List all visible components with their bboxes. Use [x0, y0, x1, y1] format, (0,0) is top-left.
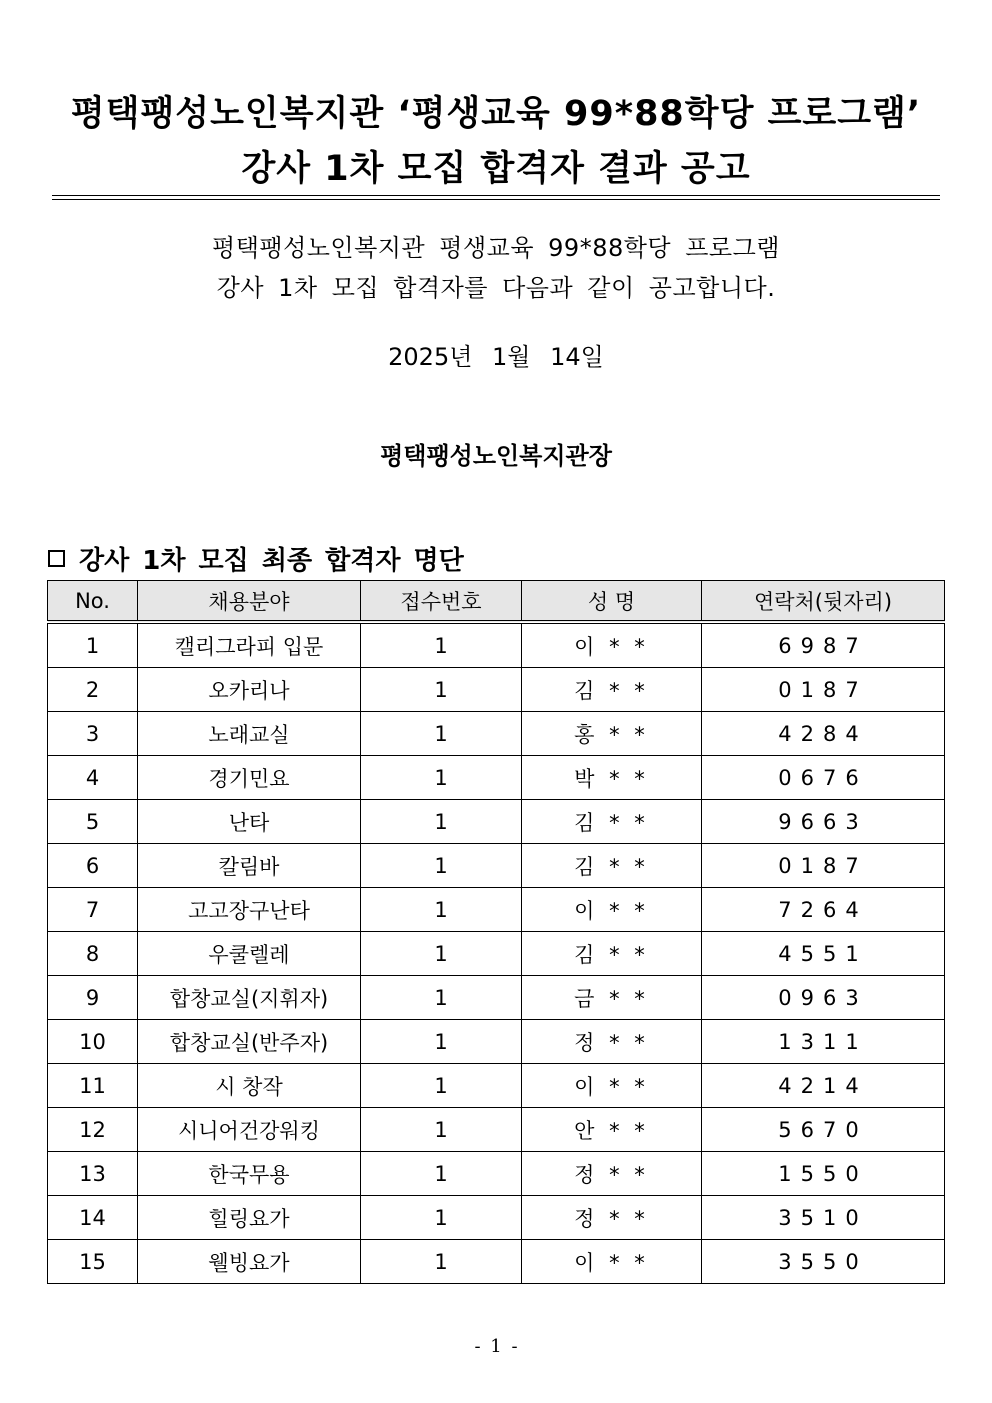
cell-receipt-number: 1 — [361, 622, 522, 668]
table-row — [48, 844, 945, 888]
cell-receipt-number: 1 — [361, 1240, 522, 1284]
cell-contact: 0676 — [702, 756, 945, 800]
cell-contact: 5670 — [702, 1108, 945, 1152]
cell-receipt-number: 1 — [361, 800, 522, 844]
cell-contact: 0963 — [702, 976, 945, 1020]
table-header-row — [48, 581, 945, 623]
cell-no: 14 — [48, 1196, 138, 1240]
cell-receipt-number: 1 — [361, 888, 522, 932]
table-row — [48, 1020, 945, 1064]
cell-name: 금 * * — [522, 976, 702, 1020]
cell-contact: 9663 — [702, 800, 945, 844]
table-row — [48, 668, 945, 712]
cell-no: 2 — [48, 668, 138, 712]
header-receipt-number: 접수번호 — [361, 581, 522, 623]
table-row — [48, 1152, 945, 1196]
cell-contact: 0187 — [702, 844, 945, 888]
cell-name: 이 * * — [522, 888, 702, 932]
table-row — [48, 1108, 945, 1152]
document-title-line-1: 평택팽성노인복지관 ‘평생교육 99*88학당 프로그램’ — [70, 94, 922, 134]
cell-contact: 7264 — [702, 888, 945, 932]
header-field: 채용분야 — [138, 581, 361, 623]
section-heading-text: 강사 1차 모집 최종 합격자 명단 — [79, 546, 464, 576]
cell-name: 홍 * * — [522, 712, 702, 756]
cell-field: 한국무용 — [138, 1152, 361, 1196]
cell-no: 9 — [48, 976, 138, 1020]
cell-receipt-number: 1 — [361, 932, 522, 976]
cell-name: 안 * * — [522, 1108, 702, 1152]
cell-no: 3 — [48, 712, 138, 756]
cell-name: 이 * * — [522, 1064, 702, 1108]
cell-field: 칼림바 — [138, 844, 361, 888]
cell-name: 김 * * — [522, 844, 702, 888]
cell-receipt-number: 1 — [361, 976, 522, 1020]
cell-name: 김 * * — [522, 668, 702, 712]
table-row — [48, 1196, 945, 1240]
title-divider-top — [52, 195, 940, 196]
document-title-line-2: 강사 1차 모집 합격자 결과 공고 — [241, 149, 751, 189]
cell-no: 10 — [48, 1020, 138, 1064]
cell-no: 7 — [48, 888, 138, 932]
cell-field: 오카리나 — [138, 668, 361, 712]
cell-no: 13 — [48, 1152, 138, 1196]
table-row — [48, 800, 945, 844]
cell-receipt-number: 1 — [361, 668, 522, 712]
header-name: 성 명 — [522, 581, 702, 623]
cell-contact: 3550 — [702, 1240, 945, 1284]
table-row — [48, 712, 945, 756]
cell-name: 이 * * — [522, 622, 702, 668]
announcement-date: 2025년 1월 14일 — [388, 343, 604, 371]
cell-no: 1 — [48, 622, 138, 668]
intro-line-1: 평택팽성노인복지관 평생교육 99*88학당 프로그램 — [212, 234, 780, 262]
table-body — [48, 622, 945, 1284]
header-contact: 연락처(뒷자리) — [702, 581, 945, 623]
cell-contact: 0187 — [702, 668, 945, 712]
cell-receipt-number: 1 — [361, 844, 522, 888]
cell-receipt-number: 1 — [361, 1064, 522, 1108]
issuer-name: 평택팽성노인복지관장 — [380, 442, 612, 470]
cell-no: 6 — [48, 844, 138, 888]
cell-receipt-number: 1 — [361, 1152, 522, 1196]
cell-receipt-number: 1 — [361, 712, 522, 756]
cell-receipt-number: 1 — [361, 1196, 522, 1240]
cell-field: 캘리그라피 입문 — [138, 622, 361, 668]
cell-name: 정 * * — [522, 1152, 702, 1196]
cell-field: 합창교실(반주자) — [138, 1020, 361, 1064]
cell-name: 김 * * — [522, 800, 702, 844]
table-row — [48, 622, 945, 668]
intro-line-2: 강사 1차 모집 합격자를 다음과 같이 공고합니다. — [216, 274, 776, 302]
cell-field: 시 창작 — [138, 1064, 361, 1108]
cell-no: 8 — [48, 932, 138, 976]
cell-field: 힐링요가 — [138, 1196, 361, 1240]
cell-field: 웰빙요가 — [138, 1240, 361, 1284]
cell-name: 정 * * — [522, 1196, 702, 1240]
table-row — [48, 932, 945, 976]
table-row — [48, 1240, 945, 1284]
cell-no: 4 — [48, 756, 138, 800]
cell-contact: 1550 — [702, 1152, 945, 1196]
cell-contact: 6987 — [702, 622, 945, 668]
cell-no: 15 — [48, 1240, 138, 1284]
cell-name: 김 * * — [522, 932, 702, 976]
cell-field: 경기민요 — [138, 756, 361, 800]
cell-contact: 4214 — [702, 1064, 945, 1108]
cell-contact: 4551 — [702, 932, 945, 976]
table-row — [48, 756, 945, 800]
cell-field: 고고장구난타 — [138, 888, 361, 932]
cell-contact: 3510 — [702, 1196, 945, 1240]
cell-name: 박 * * — [522, 756, 702, 800]
cell-name: 정 * * — [522, 1020, 702, 1064]
passer-list-table — [47, 580, 945, 1284]
page-number: - 1 - — [474, 1336, 518, 1357]
header-no: No. — [48, 581, 138, 623]
cell-contact: 4284 — [702, 712, 945, 756]
cell-field: 난타 — [138, 800, 361, 844]
cell-no: 11 — [48, 1064, 138, 1108]
cell-receipt-number: 1 — [361, 1020, 522, 1064]
table-row — [48, 1064, 945, 1108]
table-row — [48, 888, 945, 932]
cell-no: 5 — [48, 800, 138, 844]
cell-receipt-number: 1 — [361, 1108, 522, 1152]
cell-contact: 1311 — [702, 1020, 945, 1064]
section-heading — [48, 540, 464, 577]
table-row — [48, 976, 945, 1020]
checkbox-square-icon — [48, 550, 65, 567]
cell-receipt-number: 1 — [361, 756, 522, 800]
title-divider-bottom — [52, 199, 940, 200]
cell-field: 노래교실 — [138, 712, 361, 756]
cell-field: 시니어건강워킹 — [138, 1108, 361, 1152]
cell-name: 이 * * — [522, 1240, 702, 1284]
cell-no: 12 — [48, 1108, 138, 1152]
cell-field: 우쿨렐레 — [138, 932, 361, 976]
cell-field: 합창교실(지휘자) — [138, 976, 361, 1020]
